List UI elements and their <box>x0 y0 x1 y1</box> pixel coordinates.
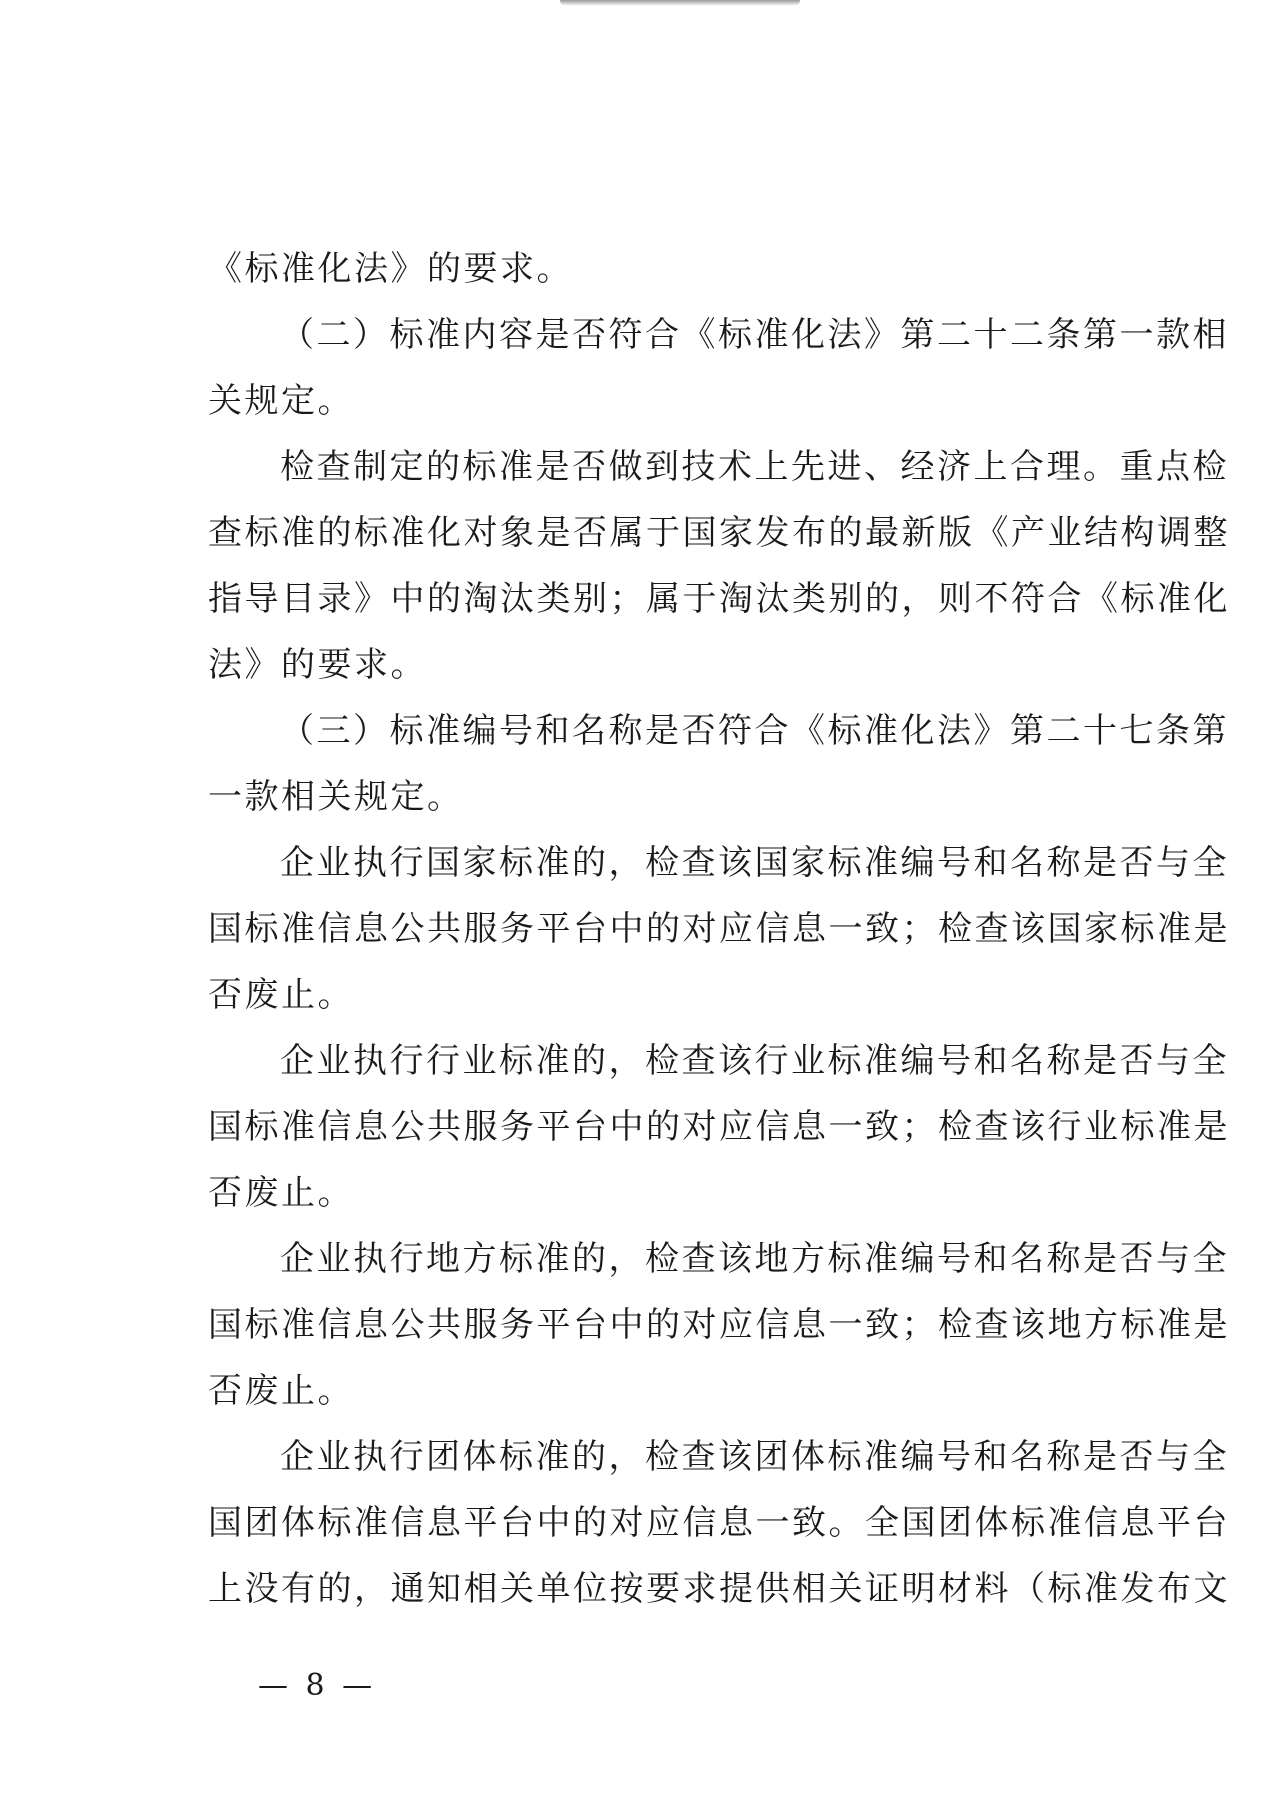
text-line: 法》的要求。 <box>208 645 427 685</box>
paragraph-local-standard <box>208 1226 1230 1424</box>
text-line: （三）标准编号和名称是否符合《标准化法》第二十七条第 <box>280 711 1229 751</box>
document-body <box>208 236 1230 1622</box>
text-line: （二）标准内容是否符合《标准化法》第二十二条第一款相 <box>280 315 1229 355</box>
text-line: 国团体标准信息平台中的对应信息一致。全国团体标准信息平台 <box>208 1503 1230 1543</box>
paragraph-national-standard <box>208 830 1230 1028</box>
section-heading-two <box>208 302 1229 434</box>
text-line: 国标准信息公共服务平台中的对应信息一致；检查该地方标准是 <box>208 1305 1230 1345</box>
section-heading-three <box>208 698 1229 830</box>
text-line: 指导目录》中的淘汰类别；属于淘汰类别的，则不符合《标准化 <box>208 579 1230 619</box>
text-line: 《标准化法》的要求。 <box>208 249 573 289</box>
text-line: 企业执行地方标准的，检查该地方标准编号和名称是否与全 <box>280 1239 1229 1279</box>
paragraph-group-standard <box>208 1424 1230 1622</box>
text-line: 企业执行国家标准的，检查该国家标准编号和名称是否与全 <box>280 843 1229 883</box>
text-line: 否废止。 <box>208 1371 354 1411</box>
text-line: 否废止。 <box>208 1173 354 1213</box>
text-line: 企业执行团体标准的，检查该团体标准编号和名称是否与全 <box>280 1437 1229 1477</box>
scan-edge-shadow <box>560 0 800 6</box>
paragraph-continuation <box>208 236 1204 302</box>
text-line: 查标准的标准化对象是否属于国家发布的最新版《产业结构调整 <box>208 513 1230 553</box>
text-line: 关规定。 <box>208 381 354 421</box>
page-number: — 8 — <box>258 1668 377 1703</box>
text-line: 一款相关规定。 <box>208 777 464 817</box>
text-line: 企业执行行业标准的，检查该行业标准编号和名称是否与全 <box>280 1041 1229 1081</box>
paragraph-industry-standard <box>208 1028 1230 1226</box>
text-line: 国标准信息公共服务平台中的对应信息一致；检查该国家标准是 <box>208 909 1230 949</box>
text-line: 国标准信息公共服务平台中的对应信息一致；检查该行业标准是 <box>208 1107 1230 1147</box>
paragraph-technical-check <box>208 434 1230 698</box>
text-line: 上没有的，通知相关单位按要求提供相关证明材料（标准发布文 <box>208 1569 1230 1609</box>
text-line: 否废止。 <box>208 975 354 1015</box>
text-line: 检查制定的标准是否做到技术上先进、经济上合理。重点检 <box>280 447 1229 487</box>
